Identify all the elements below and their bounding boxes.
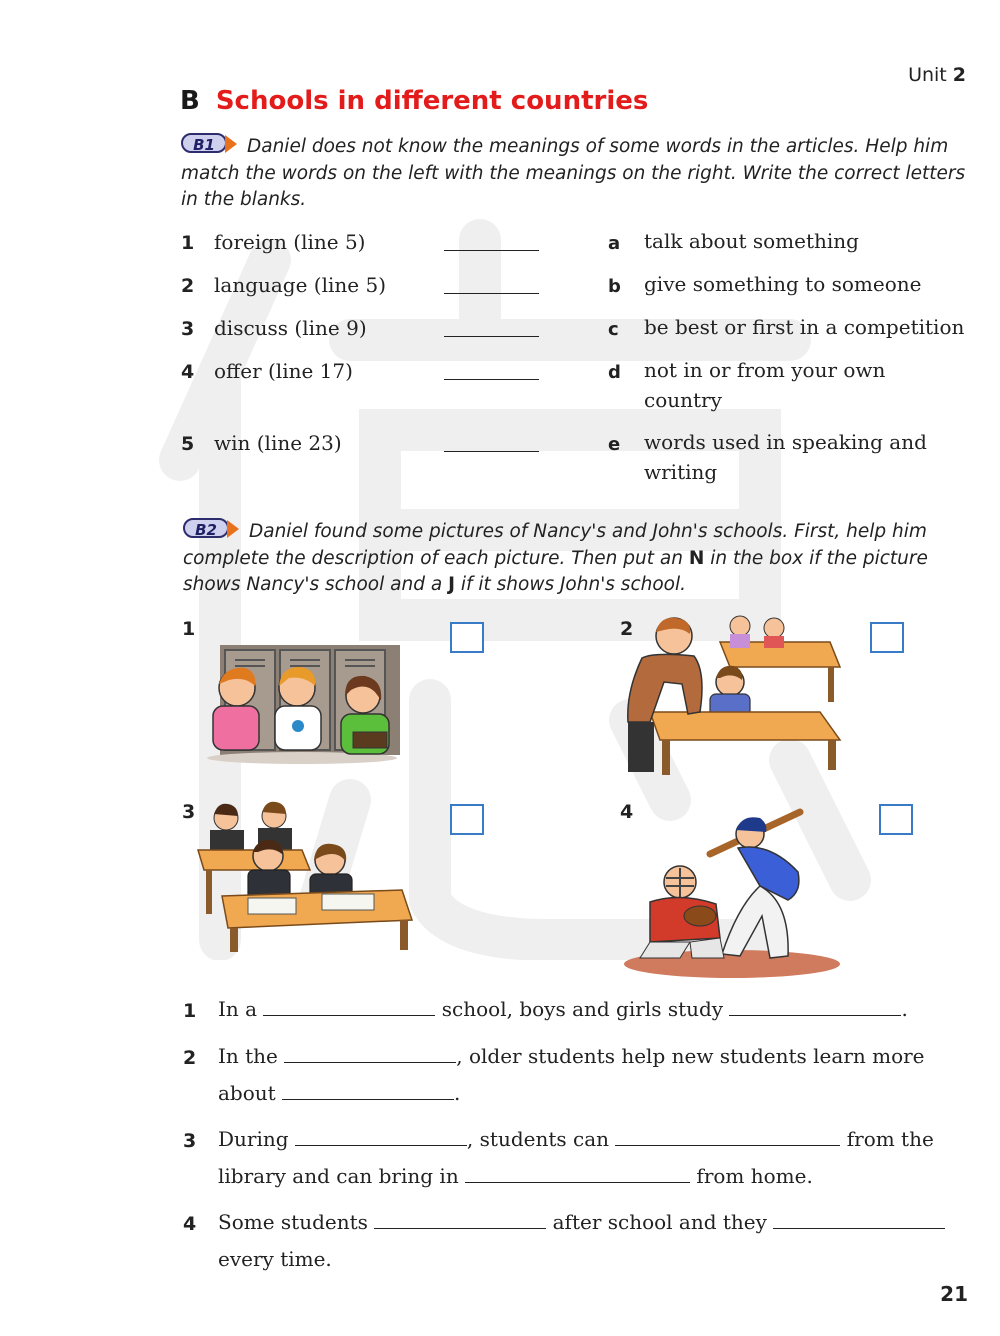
fill-blank[interactable] [729, 997, 901, 1016]
meaning-letter: d [608, 362, 621, 383]
answer-blank[interactable] [444, 451, 539, 452]
b2-instruction: B2 Daniel found some pictures of Nancy's and John's schools. First, help him complete the description of each picture. Then put an N in the box if the picture shows Nancy's school and a J if it shows John's school. [183, 518, 973, 599]
answer-blank[interactable] [444, 336, 539, 337]
answer-blank[interactable] [444, 293, 539, 294]
section-title [180, 86, 648, 116]
meaning-letter: b [608, 276, 621, 297]
section-title-text: Schools in different countries [215, 86, 649, 116]
picture-num: 2 [620, 618, 634, 640]
unit-label: Unit 2 [908, 64, 966, 86]
sentence-num: 1 [183, 1000, 197, 1022]
meaning-item: talk about something [644, 229, 859, 253]
sentence-num: 4 [183, 1213, 197, 1235]
word-item: offer (line 17) [214, 359, 353, 383]
word-item: win (line 23) [214, 431, 342, 455]
fill-blank[interactable] [295, 1127, 467, 1146]
picture-teacher-helping-students [620, 612, 842, 777]
picture-students-at-lockers [205, 640, 400, 765]
answer-blank[interactable] [444, 379, 539, 380]
answer-box-1[interactable] [450, 622, 484, 653]
b2-badge: B2 [183, 518, 241, 540]
sentence-num: 3 [183, 1130, 197, 1152]
meaning-letter: c [608, 319, 619, 340]
meaning-item: words used in speaking and writing [644, 430, 927, 484]
sentence-2: In the , older students help new students learn more about . [218, 1044, 925, 1105]
meaning-item: give something to someone [644, 272, 922, 296]
page-number: 21 [940, 1282, 968, 1306]
section-letter: B [180, 86, 200, 116]
fill-blank[interactable] [374, 1210, 546, 1229]
sentence-3: During , students can from the library and can bring in from home. [218, 1127, 934, 1188]
answer-box-4[interactable] [879, 804, 913, 835]
word-item: foreign (line 5) [214, 230, 366, 254]
sentence-4: Some students after school and they every time. [218, 1204, 948, 1278]
fill-blank[interactable] [615, 1127, 840, 1146]
fill-blank[interactable] [284, 1044, 456, 1063]
picture-num: 1 [182, 618, 196, 640]
fill-blank[interactable] [773, 1210, 945, 1229]
meaning-letter: a [608, 233, 621, 254]
picture-students-in-uniforms [192, 800, 414, 955]
answer-box-3[interactable] [450, 804, 484, 835]
picture-baseball-game [620, 806, 842, 978]
fill-blank[interactable] [465, 1164, 690, 1183]
b1-badge: B1 [181, 133, 239, 155]
word-item: language (line 5) [214, 273, 387, 297]
sentence-1: In a school, boys and girls study . [218, 997, 908, 1021]
word-num: 1 [181, 232, 195, 254]
answer-box-2[interactable] [870, 622, 904, 653]
word-num: 2 [181, 275, 195, 297]
picture-num: 4 [620, 801, 634, 823]
picture-num: 3 [182, 801, 196, 823]
word-num: 3 [181, 318, 195, 340]
meaning-item: not in or from your own country [644, 358, 886, 412]
word-num: 5 [181, 433, 195, 455]
meaning-letter: e [608, 434, 621, 455]
b1-instruction: B1 Daniel does not know the meanings of some words in the articles. Help him match the words on the left with the meanings on the right. Write the correct letters in the blanks. [181, 133, 971, 214]
answer-blank[interactable] [444, 250, 539, 251]
word-num: 4 [181, 361, 195, 383]
meaning-item: be best or first in a competition [644, 315, 965, 339]
fill-blank[interactable] [263, 997, 435, 1016]
word-item: discuss (line 9) [214, 316, 367, 340]
sentence-num: 2 [183, 1047, 197, 1069]
fill-blank[interactable] [282, 1081, 454, 1100]
